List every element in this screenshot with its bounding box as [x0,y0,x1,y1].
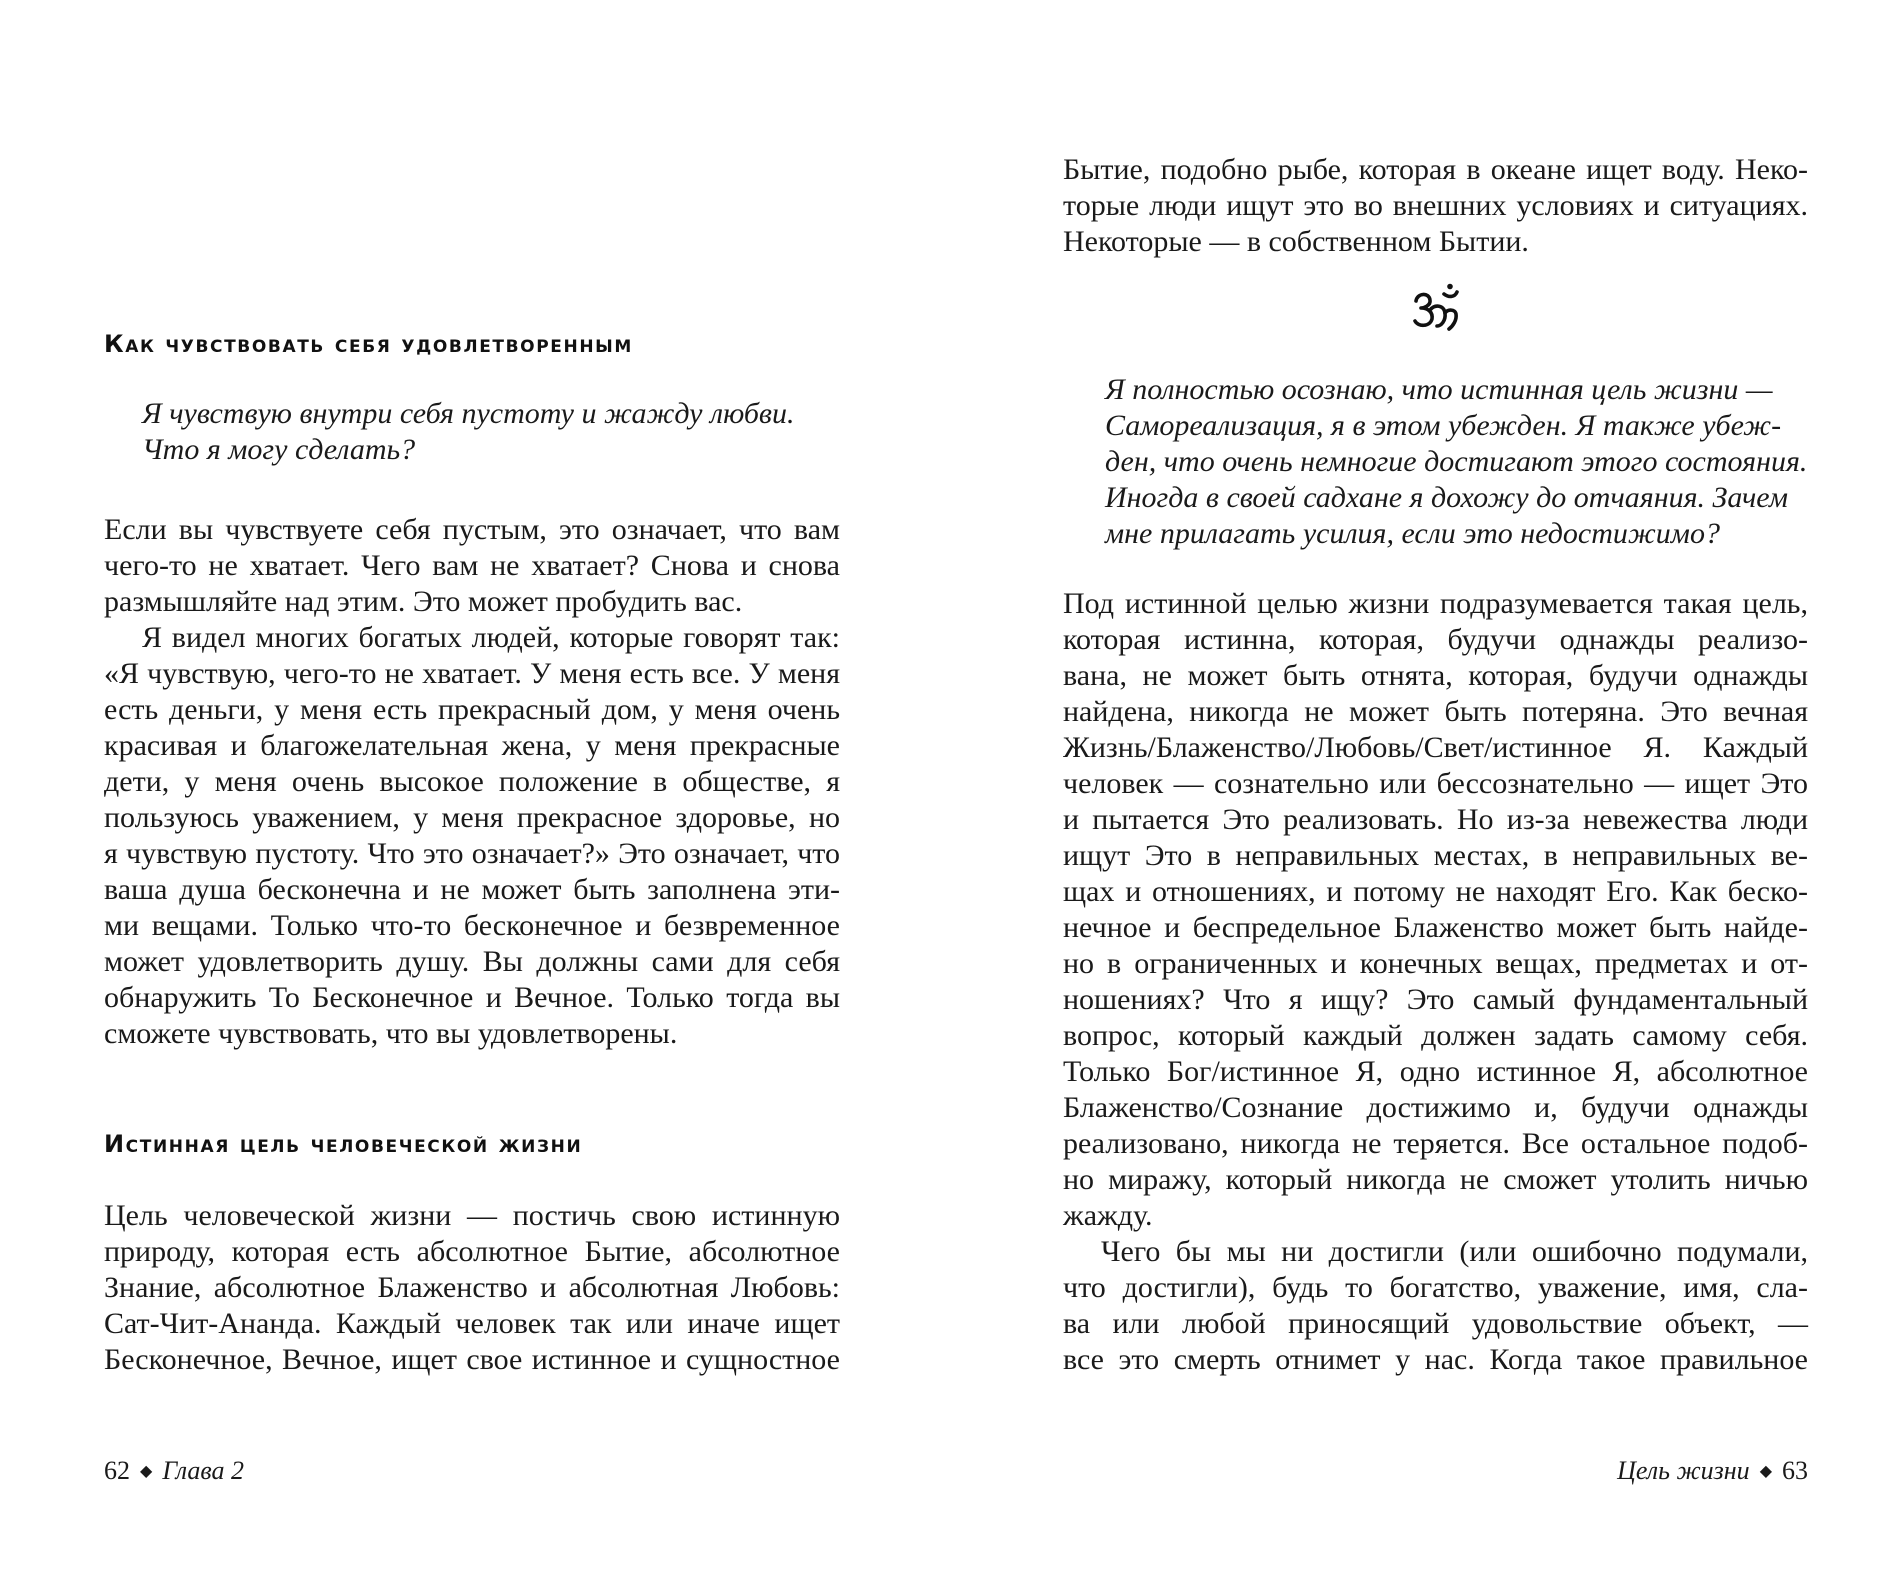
text-line: обнаружить То Бесконечное и Вечное. Только тогда вы [104,981,840,1014]
text-line: нечное и беспредельное Блаженство может быть найде- [1063,911,1808,944]
text-line: вана, не может быть отнята, которая, будучи однажды [1063,659,1808,692]
text-line: Жизнь/Блаженство/Любовь/Свет/истинное Я. Каждый [1063,731,1808,764]
text-line: Я видел многих богатых людей, которые говорят так: [142,621,840,654]
text-line: размышляйте над этим. Это может пробудить вас. [104,585,743,618]
section-heading-satisfaction: Как чувствовать себя удовлетворенным [104,330,633,358]
text-line: ношениях? Что я ищу? Это самый фундаментальный [1063,983,1808,1016]
question-line: мне прилагать усилия, если это недостижимо? [1105,517,1720,550]
text-line: вопрос, который каждый должен задать самому себя. [1063,1019,1808,1052]
text-line: торые люди ищут это во внешних условиях и ситуациях. [1063,189,1808,222]
page-number: 63 [1782,1456,1808,1485]
running-head-chapter: Цель жизни [1617,1456,1750,1485]
text-line: ваша душа бесконечна и не может быть заполнена эти- [104,873,840,906]
diamond-separator-icon: ◆ [1759,1463,1772,1481]
text-line: есть деньги, у меня есть прекрасный дом, у меня очень [104,693,840,726]
paragraph-true-goal [1063,586,1808,1234]
question-emptiness [142,396,840,468]
text-line: Блаженство/Сознание достижимо и, будучи однажды [1063,1091,1808,1124]
text-line: сможете чувствовать, что вы удовлетворены. [104,1017,678,1050]
question-line: Самореализация, я в этом убежден. Я также убеж- [1105,409,1782,442]
text-line: Чего бы мы ни достигли (или ошибочно подумали, [1101,1235,1808,1268]
paragraph-purpose [104,1198,840,1378]
right-page [1063,0,1808,1573]
text-line: природу, которая есть абсолютное Бытие, абсолютное [104,1235,840,1268]
page-footer-right [1617,1456,1808,1486]
paragraph-continuation [1063,152,1808,260]
text-line: Сат-Чит-Ананда. Каждый человек так или иначе ищет [104,1307,840,1340]
page-number: 62 [104,1456,130,1485]
text-line: я чувствую пустоту. Что это означает?» Это означает, что [104,837,840,870]
text-line: Только Бог/истинное Я, одно истинное Я, абсолютное [1063,1055,1808,1088]
om-symbol-icon [1411,282,1461,332]
text-line: найдена, никогда не может быть потеряна. Это вечная [1063,695,1808,728]
text-line: ми вещами. Только что-то бесконечное и безвременное [104,909,840,942]
page-footer-left [104,1456,244,1486]
text-line: Некоторые — в собственном Бытии. [1063,225,1529,258]
text-line: пользуюсь уважением, у меня прекрасное здоровье, но [104,801,840,834]
running-head-chapter: Глава 2 [162,1456,244,1485]
text-line: Бытие, подобно рыбе, которая в океане ищет воду. Неко- [1063,153,1808,186]
text-line: Цель человеческой жизни — постичь свою истинную [104,1199,840,1232]
text-line: жажду. [1063,1199,1153,1232]
question-line: Что я могу сделать? [142,433,416,466]
text-line: которая истинна, которая, будучи однажды реализо- [1063,623,1808,656]
text-line: может удовлетворить душу. Вы должны сами для себя [104,945,840,978]
text-line: реализовано, никогда не теряется. Все остальное подоб- [1063,1127,1808,1160]
text-line: чего-то не хватает. Чего вам не хватает? Снова и снова [104,549,840,582]
text-line: дети, у меня очень высокое положение в обществе, я [104,765,840,798]
text-line: Под истинной целью жизни подразумевается такая цель, [1063,587,1808,620]
text-line: но в ограниченных и конечных вещах, предметах и от- [1063,947,1808,980]
paragraph-rich-people [104,620,840,1052]
text-line: ищут Это в неправильных местах, в неправильных ве- [1063,839,1808,872]
text-line: ва или любой приносящий удовольствие объект, — [1063,1307,1808,1340]
text-line: Знание, абсолютное Блаженство и абсолютная Любовь: [104,1271,840,1304]
text-line: что достигли), будь то богатство, уважение, имя, сла- [1063,1271,1808,1304]
question-line: Я чувствую внутри себя пустоту и жажду любви. [142,397,795,430]
question-line: ден, что очень немногие достигают этого состояния. [1105,445,1808,478]
paragraph-empty [104,512,840,620]
text-line: Бесконечное, Вечное, ищет свое истинное и сущностное [104,1343,840,1376]
section-heading-true-purpose: Истинная цель человеческой жизни [104,1130,583,1158]
text-line: но миражу, который никогда не сможет утолить ничью [1063,1163,1808,1196]
left-page [104,0,840,1573]
question-line: Я полностью осознаю, что истинная цель жизни — [1105,373,1773,406]
question-self-realization [1105,372,1808,552]
text-line: Если вы чувствуете себя пустым, это означает, что вам [104,513,840,546]
text-line: красивая и благожелательная жена, у меня прекрасные [104,729,840,762]
text-line: все это смерть отнимет у нас. Когда такое правильное [1063,1343,1808,1376]
paragraph-achievements [1063,1234,1808,1378]
text-line: щах и отношениях, и потому не находят Его. Как беско- [1063,875,1808,908]
diamond-separator-icon: ◆ [140,1463,153,1481]
text-line: человек — сознательно или бессознательно — ищет Это [1063,767,1808,800]
text-line: и пытается Это реализовать. Но из-за невежества люди [1063,803,1808,836]
text-line: «Я чувствую, чего-то не хватает. У меня есть все. У меня [104,657,840,690]
question-line: Иногда в своей садхане я дохожу до отчаяния. Зачем [1105,481,1789,514]
